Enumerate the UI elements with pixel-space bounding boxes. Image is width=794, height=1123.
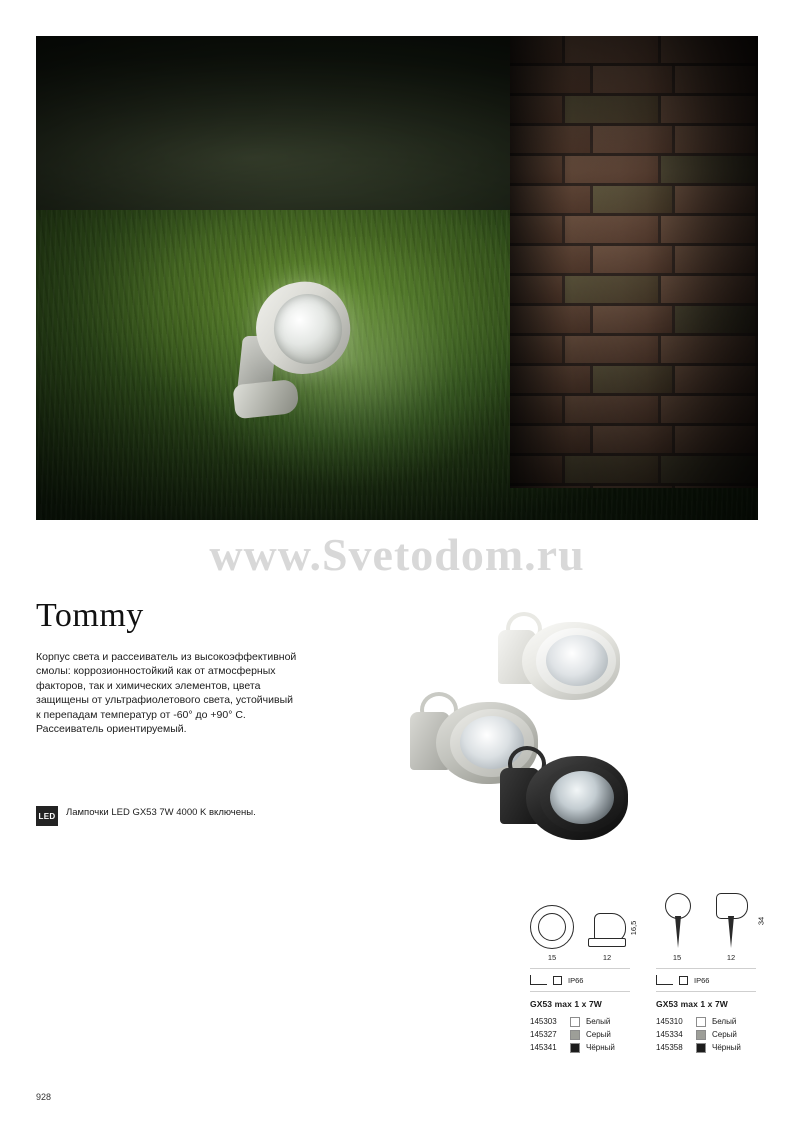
spec-column-spike-mount [656,900,766,1054]
color-name: Серый [712,1030,737,1039]
dimension-width-label: 15 [672,953,682,962]
led-badge: LED [36,806,58,826]
dimension-width-label: 15 [547,953,557,962]
dimension-depth-label: 12 [602,953,612,962]
page-title: Tommy [36,597,144,634]
color-name: Чёрный [586,1043,615,1052]
product-description: Корпус света и рассеиватель из высокоэффективной смолы: коррозионностойкий как от атмосферных факторов, так и химических элементов, цвета защищены от ультрафиолетового света, устойчивый к перепадам температур от -60° до +90° С. Рассеиватель ориентируемый. [36,651,297,736]
dimension-side-view [710,893,766,962]
product-code-row [530,1015,630,1028]
ip-rating-label: IP66 [568,975,584,985]
product-code: 145310 [656,1017,683,1026]
color-swatch [696,1017,706,1027]
ip-rating-row [530,968,630,992]
dimension-depth-label: 12 [726,953,736,962]
color-swatch [570,1043,580,1053]
square-class-ii-icon [553,976,562,985]
product-code: 145334 [656,1030,683,1039]
ip-rating-row [656,968,756,992]
product-code-row [530,1041,630,1054]
product-code: 145341 [530,1043,557,1052]
dimension-height-label: 34 [756,916,766,926]
product-hero-photo [36,36,758,520]
color-name: Чёрный [712,1043,741,1052]
front-view-icon [530,905,574,949]
color-swatch [696,1030,706,1040]
product-code: 145303 [530,1017,557,1026]
dimension-drawings [530,900,639,962]
product-code-list [656,1015,756,1054]
dimension-drawings [656,900,766,962]
dimension-height-label: 16,5 [629,920,639,936]
beam-angle-icon [530,975,547,985]
beam-angle-icon [656,975,673,985]
color-name: Серый [586,1030,611,1039]
dimension-front-view [530,905,574,962]
spike-front-view-icon [656,893,698,949]
variant-lamp-black [500,746,630,844]
product-code-row [656,1015,756,1028]
spec-column-surface-mount [530,900,639,1054]
ip-rating-label: IP66 [694,975,710,985]
product-code: 145327 [530,1030,557,1039]
page-number: 928 [36,1092,52,1102]
color-swatch [570,1017,580,1027]
lamp-lens [550,771,614,824]
color-name: Белый [712,1017,737,1026]
photo-vignette [36,36,758,520]
variant-lamp-white [498,612,622,704]
color-swatch [696,1043,706,1053]
technical-specs [530,900,766,1054]
product-code: 145358 [656,1043,683,1052]
socket-label: GX53 max 1 x 7W [530,999,602,1009]
site-watermark: www.Svetodom.ru [209,529,585,580]
led-note [36,806,296,826]
side-view-icon [586,907,628,949]
product-code-row [656,1041,756,1054]
product-code-row [656,1028,756,1041]
square-class-ii-icon [679,976,688,985]
spike-side-view-icon [710,893,752,949]
color-name: Белый [586,1017,611,1026]
lamp-lens [546,635,608,686]
socket-label: GX53 max 1 x 7W [656,999,728,1009]
product-code-row [530,1028,630,1041]
dimension-front-view [656,893,698,962]
dimension-side-view [586,907,639,962]
led-note-text: Лампочки LED GX53 7W 4000 K включены. [66,807,256,818]
product-code-list [530,1015,630,1054]
product-color-variants [380,600,710,850]
color-swatch [570,1030,580,1040]
